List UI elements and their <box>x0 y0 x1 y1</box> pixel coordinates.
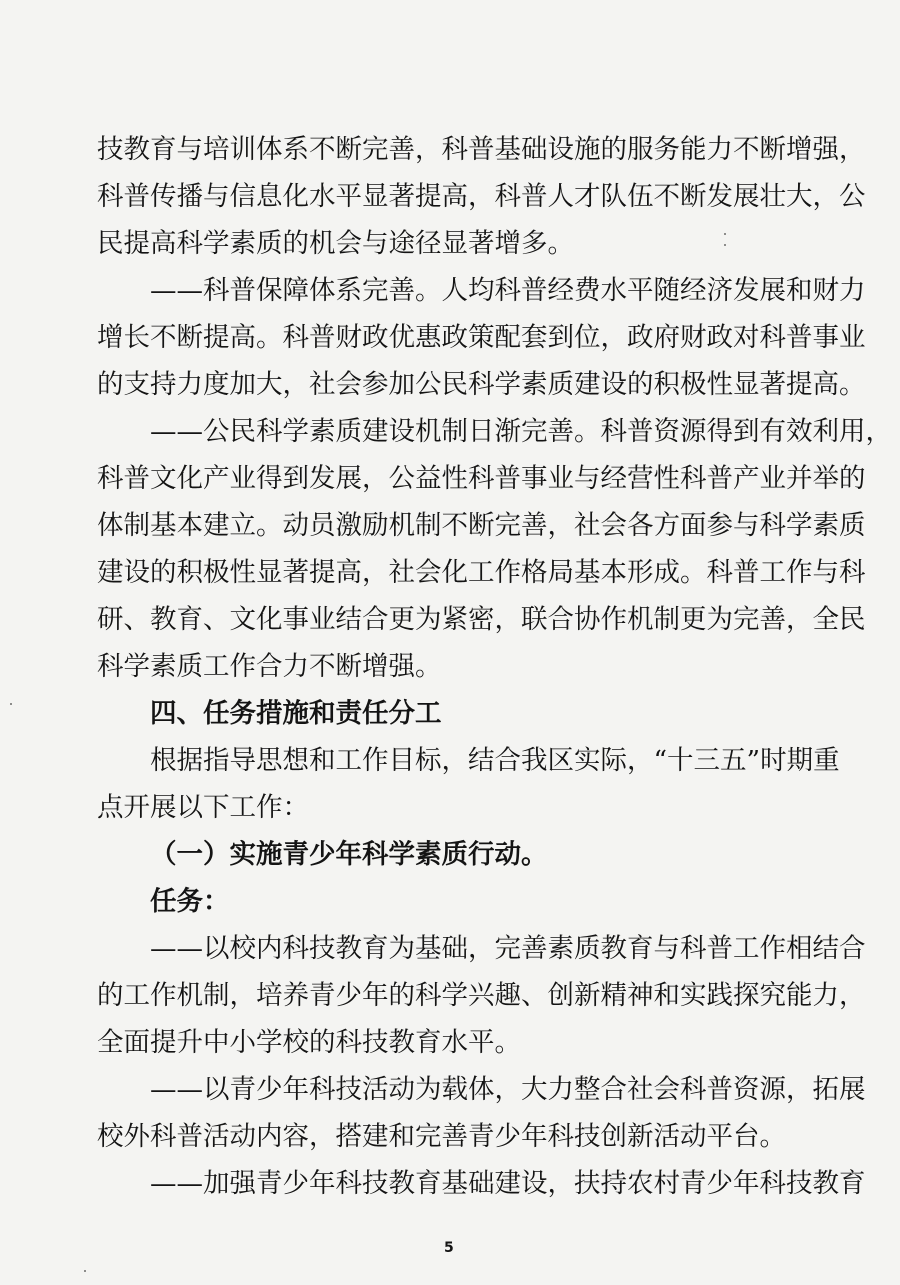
page-number: 5 <box>444 1240 454 1256</box>
paragraph-2-line-1: ——科普保障体系完善。人均科普经费水平随经济发展和财力 <box>150 275 866 306</box>
paragraph-4-line-1: 根据指导思想和工作目标，结合我区实际，“十三五”时期重 <box>150 745 840 776</box>
scan-speck <box>724 244 726 246</box>
paragraph-1-line-1: 技教育与培训体系不断完善，科普基础设施的服务能力不断增强， <box>97 134 866 165</box>
paragraph-1-line-3: 民提高科学素质的机会与途径显著增多。 <box>97 228 574 259</box>
paragraph-7-line-1: ——加强青少年科技教育基础建设，扶持农村青少年科技教育 <box>150 1168 866 1199</box>
paragraph-1-line-2: 科普传播与信息化水平显著提高，科普人才队伍不断发展壮大，公 <box>97 181 866 212</box>
paragraph-2-line-3: 的支持力度加大，社会参加公民科学素质建设的积极性显著提高。 <box>97 369 866 400</box>
paragraph-3-line-1: ——公民科学素质建设机制日渐完善。科普资源得到有效利用， <box>150 416 892 447</box>
paragraph-6-line-1: ——以青少年科技活动为载体，大力整合社会科普资源，拓展 <box>150 1074 866 1105</box>
scan-speck <box>84 1270 86 1272</box>
section-heading: 四、任务措施和责任分工 <box>150 698 442 729</box>
paragraph-3-line-5: 研、教育、文化事业结合更为紧密，联合协作机制更为完善，全民 <box>97 604 866 635</box>
paragraph-3-line-6: 科学素质工作合力不断增强。 <box>97 651 442 682</box>
paragraph-3-line-4: 建设的积极性显著提高，社会化工作格局基本形成。科普工作与科 <box>97 557 866 588</box>
paragraph-2-line-2: 增长不断提高。科普财政优惠政策配套到位，政府财政对科普事业 <box>97 322 866 353</box>
paragraph-5-line-3: 全面提升中小学校的科技教育水平。 <box>97 1027 521 1058</box>
paragraph-4-line-2: 点开展以下工作： <box>97 792 309 823</box>
scan-speck <box>724 233 726 235</box>
task-label: 任务： <box>150 886 230 917</box>
paragraph-5-line-2: 的工作机制，培养青少年的科学兴趣、创新精神和实践探究能力， <box>97 980 866 1011</box>
paragraph-6-line-2: 校外科普活动内容，搭建和完善青少年科技创新活动平台。 <box>97 1121 786 1152</box>
subsection-heading: （一）实施青少年科学素质行动。 <box>150 839 548 870</box>
paragraph-5-line-1: ——以校内科技教育为基础，完善素质教育与科普工作相结合 <box>150 933 866 964</box>
paragraph-3-line-2: 科普文化产业得到发展，公益性科普事业与经营性科普产业并举的 <box>97 463 866 494</box>
paragraph-3-line-3: 体制基本建立。动员激励机制不断完善，社会各方面参与科学素质 <box>97 510 866 541</box>
scan-speck <box>10 703 12 705</box>
